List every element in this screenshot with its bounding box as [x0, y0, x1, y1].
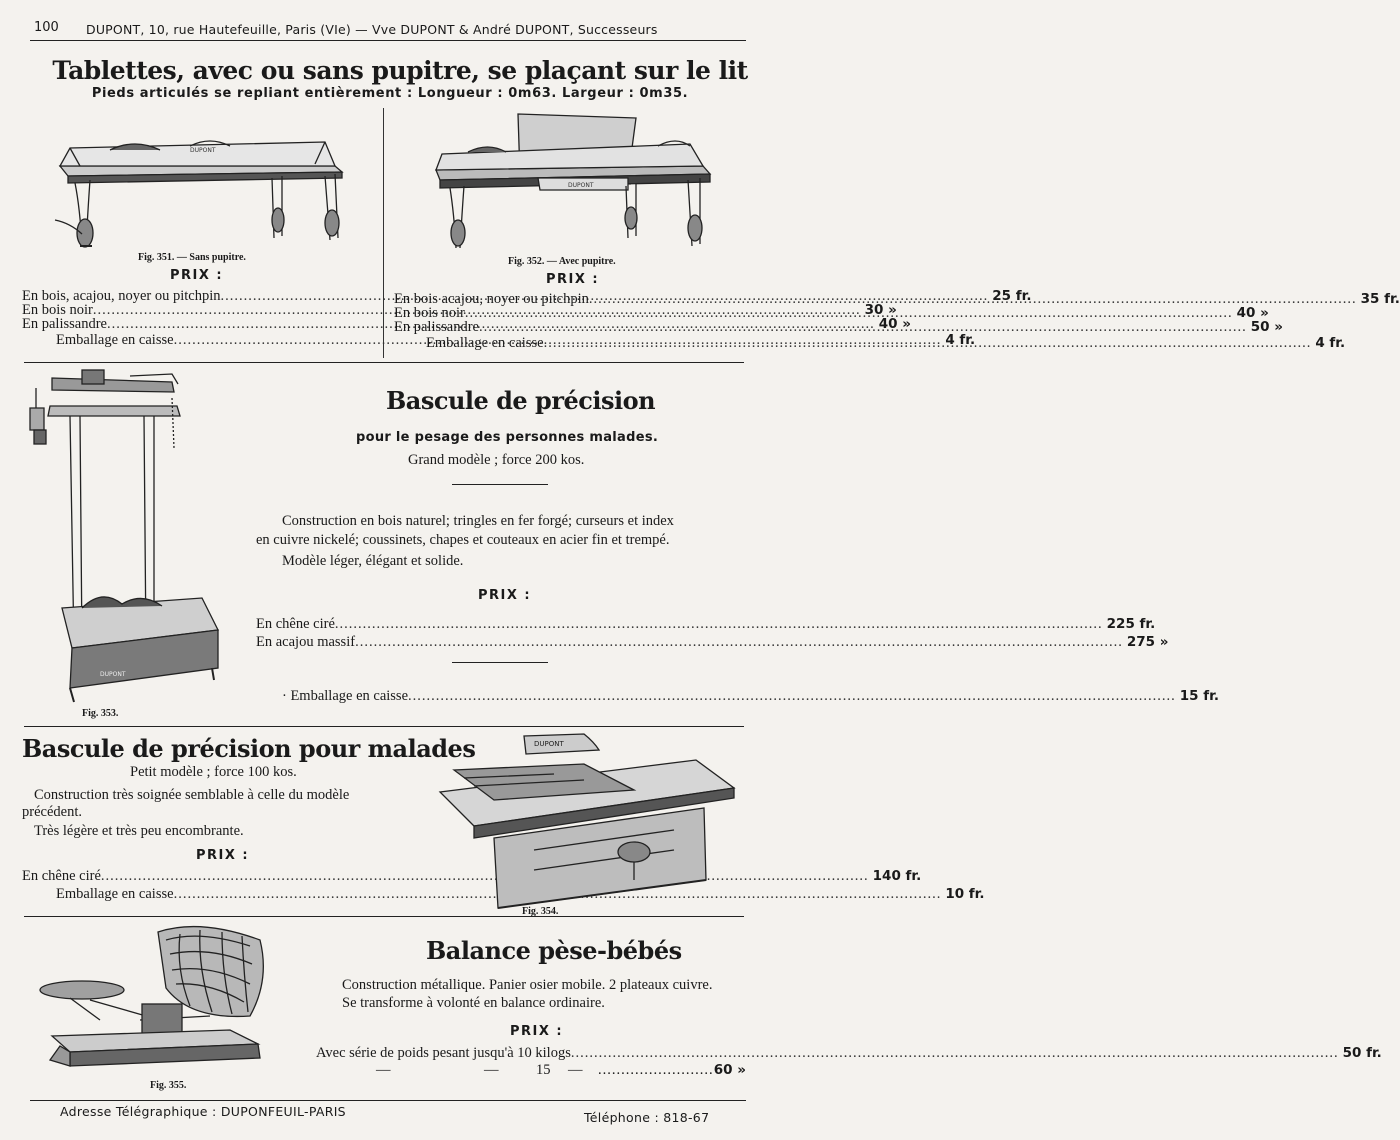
description-line: Très légère et très peu encombrante. [34, 823, 244, 839]
description-line: Se transforme à volonté en balance ordinaire. [342, 995, 605, 1011]
price-row: En palissandre ..... 40 » [22, 316, 372, 333]
packing-row: Emballage en caisse ..... 4 fr. [56, 332, 346, 349]
section-title-bascule-petit: Bascule de précision pour malades [22, 734, 476, 763]
footer-rule [30, 1100, 746, 1101]
running-head: DUPONT, 10, rue Hautefeuille, Paris (VIe) — Vve DUPONT & André DUPONT, Successeurs [86, 22, 658, 37]
engraving-mark: DUPONT [190, 147, 216, 154]
prix-label: PRIX : [196, 848, 250, 863]
large-scale-illustration [22, 368, 232, 708]
fig-caption-355: Fig. 355. [150, 1080, 187, 1091]
price-row: En palissandre ..... 50 » [394, 319, 746, 336]
section-subtitle-tablettes: Pieds articulés se repliant entièrement : Longueur : 0m63. Largeur : 0m35. [91, 86, 689, 101]
price-row: En bois, acajou, noyer ou pitchpin ..... 25 fr. [22, 288, 372, 305]
section-subtitle-bascule-grand: pour le pesage des personnes malades. [356, 430, 659, 445]
tray-without-desk-illustration [50, 128, 350, 256]
section-title-balance: Balance pèse-bébés [426, 936, 682, 965]
header-rule [30, 40, 746, 41]
model-spec: Petit modèle ; force 100 kos. [130, 764, 297, 780]
section-title-tablettes: Tablettes, avec ou sans pupitre, se plaçant sur le lit [52, 56, 748, 85]
fig-caption-354: Fig. 354. [522, 906, 559, 917]
prix-label: PRIX : [478, 588, 532, 603]
engraving-mark: DUPONT [534, 740, 564, 748]
prix-label: PRIX : [510, 1024, 564, 1039]
fig-caption-352: Fig. 352. — Avec pupitre. [508, 256, 616, 267]
telegraph-address: Adresse Télégraphique : DUPONFEUIL-PARIS [60, 1104, 346, 1119]
description-line: Construction métallique. Panier osier mobile. 2 plateaux cuivre. [342, 977, 713, 993]
model-spec: Grand modèle ; force 200 kos. [408, 452, 585, 468]
price-row-continuation: — — 15 — ......................... 60 » [376, 1062, 746, 1078]
description-line: Construction très soignée semblable à celle du modèle [34, 787, 350, 803]
description-line: précédent. [22, 804, 82, 820]
price-row: En bois noir ..... 30 » [22, 302, 372, 319]
baby-scale-illustration [30, 920, 290, 1080]
fig-caption-353: Fig. 353. [82, 708, 119, 719]
price-row: Avec série de poids pesant jusqu'à 10 kilogs ..... 50 fr. [316, 1045, 746, 1062]
description-line: en cuivre nickelé; coussinets, chapes et couteaux en acier fin et trempé. [256, 532, 670, 548]
description-line: Modèle léger, élégant et solide. [282, 553, 464, 569]
packing-row: · Emballage en caisse ..... 15 fr. [282, 688, 712, 705]
description-line: Construction en bois naturel; tringles en fer forgé; curseurs et index [282, 513, 674, 529]
section-title-bascule-grand: Bascule de précision [386, 386, 656, 415]
price-row: En chêne ciré ..... 140 fr. [22, 868, 412, 885]
price-row: En chêne ciré ..... 225 fr. [256, 616, 746, 633]
engraving-mark: DUPONT [568, 182, 594, 189]
small-scale-illustration [434, 730, 740, 912]
prix-label: PRIX : [546, 272, 600, 287]
engraving-mark: DUPONT [100, 671, 126, 678]
fig-caption-351: Fig. 351. — Sans pupitre. [138, 252, 246, 263]
short-rule [452, 484, 548, 485]
packing-row: Emballage en caisse ..... 4 fr. [426, 335, 714, 352]
section-rule [24, 726, 744, 727]
tray-with-desk-illustration [428, 108, 718, 256]
price-row: En bois acajou, noyer ou pitchpin ..... 35 fr. [394, 291, 746, 308]
prix-label: PRIX : [170, 268, 224, 283]
section-rule [24, 362, 744, 363]
price-row: En acajou massif ..... 275 » [256, 634, 746, 651]
short-rule [452, 662, 548, 663]
price-row: En bois noir ..... 40 » [394, 305, 746, 322]
section-rule [24, 916, 744, 917]
telephone-number: Téléphone : 818-67 [584, 1110, 710, 1125]
page-number: 100 [34, 20, 59, 35]
packing-row: Emballage en caisse ..... 10 fr. [56, 886, 382, 903]
